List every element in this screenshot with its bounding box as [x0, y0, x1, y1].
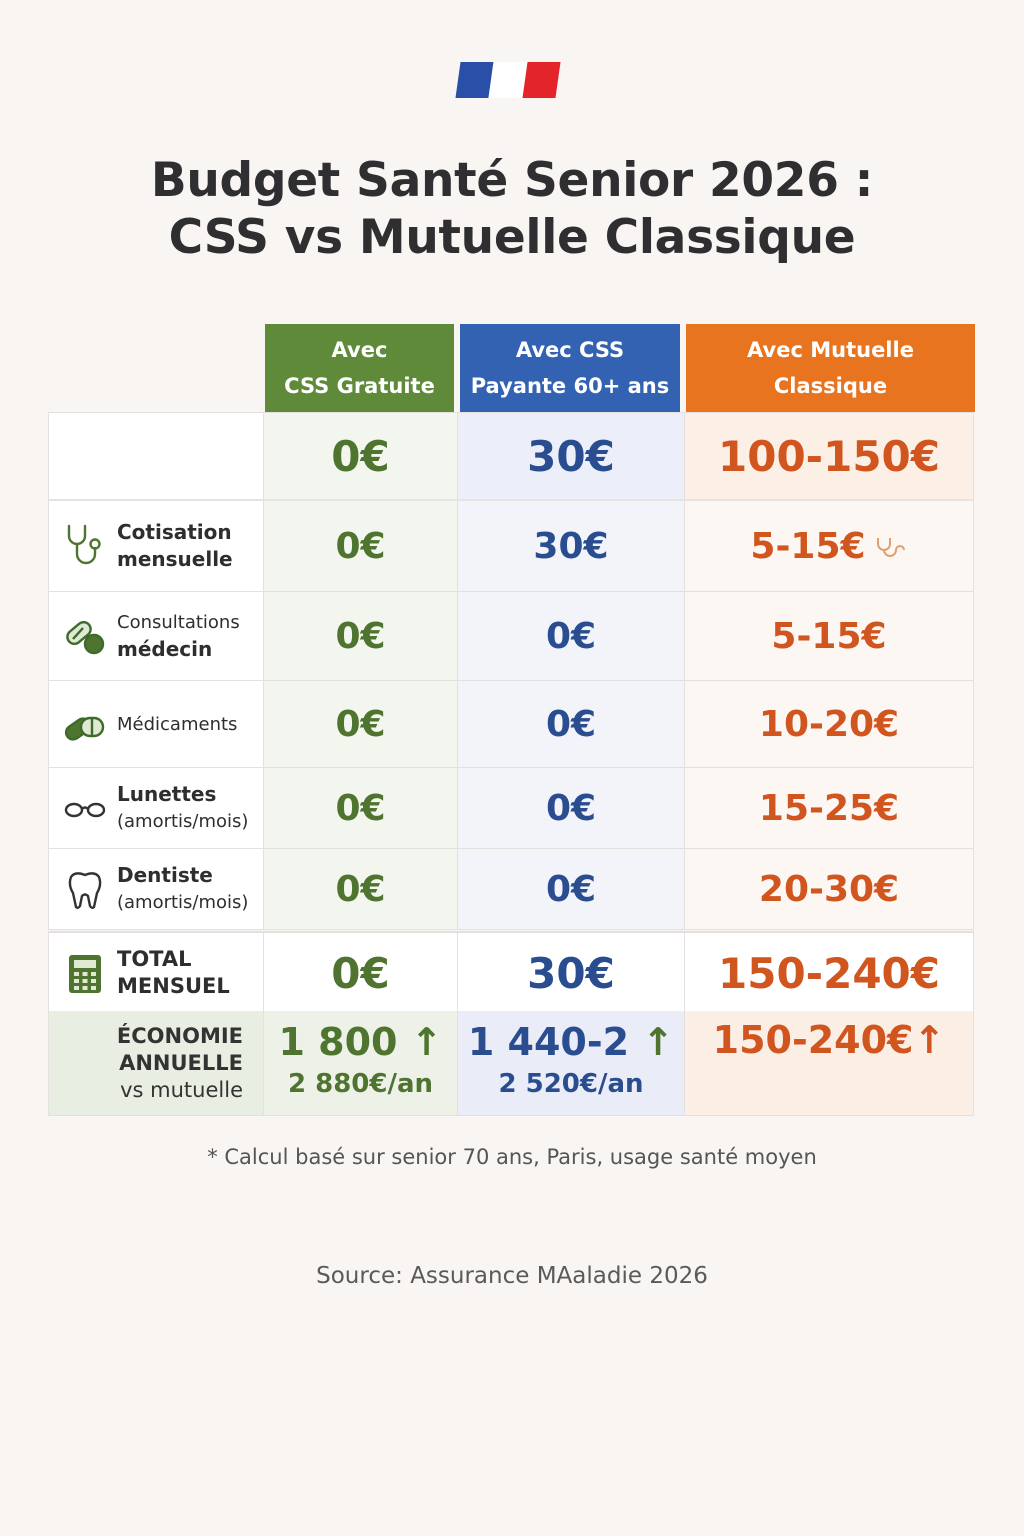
header-line: Classique — [773, 374, 888, 398]
label-line: Dentiste — [117, 863, 213, 887]
economy-css-payante — [458, 1011, 685, 1115]
economy-value: 1 440-2 — [467, 1020, 630, 1064]
economy-css-gratuite — [264, 1011, 458, 1115]
table-row — [48, 592, 974, 681]
calculator-icon — [63, 949, 107, 997]
row-label — [48, 592, 264, 680]
capsules-icon — [63, 700, 107, 748]
value-mutuelle — [685, 501, 974, 591]
value-mutuelle: 5-15€ — [685, 592, 974, 680]
value-css-gratuite: 0€ — [264, 681, 458, 767]
table-row — [48, 501, 974, 592]
economy-value: 150-240€ — [712, 1018, 914, 1062]
source-line: Source: Assurance MAaladie 2026 — [316, 1263, 708, 1289]
label-line: Médicaments — [117, 713, 238, 735]
value-mutuelle: 150-240€ — [685, 933, 974, 1013]
table-row — [48, 768, 974, 849]
table-row-total — [48, 931, 974, 1014]
value-css-gratuite: 0€ — [264, 849, 458, 929]
row-label — [48, 681, 264, 767]
value-mutuelle: 15-25€ — [685, 768, 974, 848]
row-label — [48, 768, 264, 848]
label-line: (amortis/mois) — [117, 892, 249, 913]
table-row — [48, 681, 974, 768]
value-css-gratuite: 0€ — [264, 768, 458, 848]
label-line: mensuelle — [117, 547, 233, 571]
up-arrow-icon: ↑ — [410, 1020, 443, 1064]
label-line: Lunettes — [117, 782, 217, 806]
title-line-2: CSS vs Mutuelle Classique — [168, 210, 856, 265]
label-line: TOTAL — [117, 947, 192, 971]
title-line-1: Budget Santé Senior 2026 : — [150, 153, 874, 208]
row-label — [48, 1011, 264, 1115]
column-header-mutuelle — [686, 324, 975, 412]
table-row — [48, 849, 974, 930]
economy-value-annual: 2 880€/an — [287, 1069, 434, 1099]
tooth-icon — [63, 865, 107, 913]
header-line: CSS Gratuite — [284, 374, 435, 398]
row-label — [48, 501, 264, 591]
value-css-payante: 0€ — [458, 849, 685, 929]
economy-mutuelle — [685, 1011, 974, 1115]
table-row-economy — [48, 1011, 974, 1116]
economy-value-annual: 2 520€/an — [498, 1069, 644, 1099]
value-css-payante: 30€ — [458, 501, 685, 591]
column-header-css-payante — [460, 324, 680, 412]
value-css-payante: 0€ — [458, 681, 685, 767]
page-title — [0, 152, 1024, 266]
header-line: Avec Mutuelle — [747, 338, 914, 362]
value-mutuelle: 20-30€ — [685, 849, 974, 929]
value-mutuelle: 100-150€ — [685, 413, 974, 499]
value-css-payante: 0€ — [458, 592, 685, 680]
label-line: médecin — [117, 637, 213, 661]
label-line: (amortis/mois) — [117, 811, 249, 832]
value-mutuelle: 10-20€ — [685, 681, 974, 767]
value-css-payante: 30€ — [458, 413, 685, 499]
value-text: 5-15€ — [750, 525, 866, 567]
row-label — [48, 849, 264, 929]
up-arrow-icon: ↑ — [913, 1018, 946, 1062]
label-line: Consultations — [117, 612, 240, 633]
value-css-gratuite: 0€ — [264, 501, 458, 591]
label-line: MENSUEL — [117, 974, 230, 998]
row-label — [48, 933, 264, 1013]
header-line: Avec CSS — [515, 338, 625, 362]
table-row-top — [48, 412, 974, 502]
label-line: vs mutuelle — [120, 1077, 243, 1102]
stethoscope-icon — [63, 522, 107, 570]
value-css-gratuite: 0€ — [264, 592, 458, 680]
column-header-css-gratuite — [265, 324, 454, 412]
header-line: Avec — [331, 338, 388, 362]
value-css-payante: 30€ — [458, 933, 685, 1013]
value-css-gratuite: 0€ — [264, 933, 458, 1013]
glasses-icon — [63, 784, 107, 832]
pills-icon — [63, 612, 107, 660]
up-arrow-icon: ↑ — [642, 1020, 675, 1064]
stethoscope-small-icon — [874, 534, 908, 558]
label-line: ÉCONOMIE — [116, 1023, 243, 1048]
value-css-payante: 0€ — [458, 768, 685, 848]
label-line: Cotisation — [117, 520, 232, 544]
footnote: * Calcul basé sur senior 70 ans, Paris, usage santé moyen — [207, 1145, 817, 1169]
label-line: ANNUELLE — [119, 1050, 243, 1075]
value-css-gratuite: 0€ — [264, 413, 458, 499]
row-label-empty — [48, 413, 264, 499]
header-line: Payante 60+ ans — [470, 374, 670, 398]
economy-value: 1 800 — [278, 1020, 398, 1064]
french-flag-icon — [455, 62, 560, 98]
